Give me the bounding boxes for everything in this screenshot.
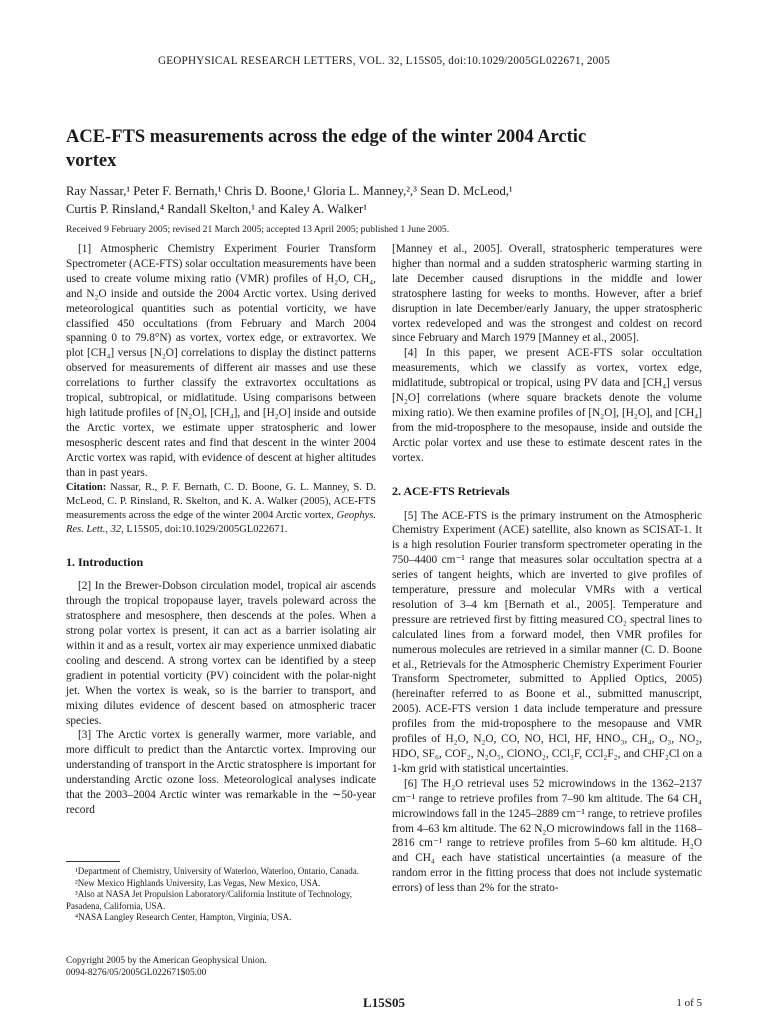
abstract-paragraph: [1] Atmospheric Chemistry Experiment Fourier Transform Spectrometer (ACE-FTS) solar occultation measurements have been used to create volume mixing ratio (VMR) profiles of H₂O, CH₄, and N₂O inside and outside the 2004 Arctic vortex. Using derived meteorological quantities such as potential vorticity, we have classified 450 occultations (from February and March 2004 spanning 0 to 79.8°N) as vortex, vortex edge, or extravortex. We plot [CH₄] versus [N₂O] correlations to display the distinct patterns observed for measurements of different air masses and use these correlations to further classify the extravortex occultations as tropical, subtropical, or midlatitude. Using comparisons between high latitude profiles of [N₂O], [CH₄], and [H₂O] inside and outside the Arctic vortex, we estimate upper stratospheric and lower mesospheric descent rates and find that descent in the winter 2004 Arctic vortex was rapid, with evidence of descent at higher altitudes than in past years. <box>66 243 376 479</box>
citation-label: Citation: <box>66 481 107 493</box>
publication-dates: Received 9 February 2005; revised 21 March 2005; accepted 13 April 2005; published 1 June 2005. <box>66 224 450 235</box>
intro-paragraph-3: [3] The Arctic vortex is generally warmer, more variable, and more difficult to predict than the Antarctic vortex. Improving our understanding of transport in the Arctic stratosphere is important for understanding Arctic ozone loss. Meteorological analyses indicate that the 2003–2004 Arctic winter was remarkable in the ∼50-year record <box>66 729 376 816</box>
journal-header: GEOPHYSICAL RESEARCH LETTERS, VOL. 32, L15S05, doi:10.1029/2005GL022671, 2005 <box>157 55 611 67</box>
affiliation-footnotes <box>66 861 376 924</box>
section-heading-introduction: 1. Introduction <box>66 554 144 569</box>
citation <box>66 481 376 537</box>
intro-paragraph-4: [4] In this paper, we present ACE-FTS solar occultation measurements, which we classify as vortex, vortex edge, midlatitude, subtropical or tropical, using PV data and [CH₄] versus [N₂O] correlations (where square brackets denote the volume mixing ratio). We then examine profiles of [N₂O], [H₂O], and [CH₄] from the mid-troposphere to the mesopause, inside and outside the Arctic polar vortex and use these to estimate descent rates in the vortex. <box>392 347 702 464</box>
retrievals-paragraph-6: [6] The H₂O retrieval uses 52 microwindows in the 1362–2137 cm⁻¹ range to retrieve profiles from 7–90 km altitude. The 64 CH₄ microwindows fall in the 1245–2889 cm⁻¹ range, to retrieve profiles from 4–63 km altitude. The 62 N₂O microwindows fall in the 1168–2816 cm⁻¹ range to retrieve profiles from 5–60 km altitude. H₂O and CH₄ each have statistical uncertainties (a measure of the random error in the fitting process that does not include systematic errors) of less than 2% for the strato- <box>392 777 702 895</box>
authors-line-1: Ray Nassar,¹ Peter F. Bernath,¹ Chris D. Boone,¹ Gloria L. Manney,²,³ Sean D. McLeod,¹ <box>66 184 513 198</box>
footnote-4: ⁴NASA Langley Research Center, Hampton, Virginia, USA. <box>75 912 292 923</box>
copyright-notice <box>66 955 376 979</box>
page-number: 1 of 5 <box>676 997 702 1009</box>
footnote-1: ¹Department of Chemistry, University of Waterloo, Waterloo, Ontario, Canada. <box>75 866 360 876</box>
citation-end: L15S05, doi:10.1029/2005GL022671. <box>126 523 288 535</box>
citation-journal: Geophys. Res. Lett., 32, <box>66 509 376 535</box>
paper-title: ACE-FTS measurements across the edge of the winter 2004 Arctic vortex <box>66 127 587 171</box>
intro-continuation: [Manney et al., 2005]. Overall, stratospheric temperatures were higher than normal and a sudden stratospheric warming starting in late December caused disruptions in the middle and lower stratosphere lasting for weeks to months. However, after a brief disruption in late December/early January, the upper stratospheric vortex redeveloped and was the strongest and coldest on record since February and March 1979 [Manney et al., 2005]. <box>392 243 702 345</box>
copyright-line: Copyright 2005 by the American Geophysical Union. <box>66 956 267 966</box>
right-column <box>392 242 702 896</box>
citation-text: Nassar, R., P. F. Bernath, C. D. Boone, G. L. Manney, S. D. McLeod, C. P. Rinsland, R. Skelton, and K. A. Walker (2005), ACE-FTS measurements across the edge of the winter 2004 Arctic vortex, <box>66 481 376 521</box>
left-column <box>66 242 376 818</box>
footnote-3: ³Also at NASA Jet Propulsion Laboratory/California Institute of Technology, Pasadena, California, USA. <box>66 889 353 911</box>
footnote-divider <box>66 861 120 862</box>
authors-line-2: Curtis P. Rinsland,⁴ Randall Skelton,¹ and Kaley A. Walker¹ <box>66 202 368 216</box>
intro-paragraph-2: [2] In the Brewer-Dobson circulation model, tropical air ascends through the tropical tropopause layer, travels poleward across the stratosphere and mesosphere, then descends at the poles. When a strong polar vortex is present, it can act as a barrier isolating air within it and as a result, vortex air may experience unmixed diabatic cooling and descend. A strong vortex can be identified by a steep gradient in potential vorticity (PV) coincident with the polar-night jet. When the vortex is weak, so is the barrier to transport, and mixing dilutes evidence of descent based on atmospheric tracer species. <box>66 580 376 727</box>
retrievals-paragraph-5: [5] The ACE-FTS is the primary instrument on the Atmospheric Chemistry Experiment (ACE) satellite, also known as SCISAT-1. It is a high resolution Fourier transform spectrometer operating in the 750–4400 cm⁻¹ range that measures solar occultation spectra at a series of tangent heights, which are inverted to give profiles of temperature, pressure and molecular VMRs with a vertical resolution of 3–4 km [Bernath et al., 2005]. Temperature and pressure are retrieved first by fitting measured CO₂ spectral lines to calculated lines from a forward model, then VMR profiles for numerous molecules are retrieved in a similar manner (C. D. Boone et al., Retrievals for the Atmospheric Chemistry Experiment Fourier Transform Spectrometer, submitted to Applied Optics, 2005) (hereinafter referred to as Boone et al., submitted manuscript, 2005). ACE-FTS version 1 data include temperature and pressure profiles from the mid-troposphere to the mesopause and VMR profiles of H₂O, N₂O, CO, NO, HCl, HF, HNO₃, CH₄, O₃, NO₂, HDO, SF₆, COF₂, N₂O₅, ClONO₂, CCl₃F, CCl₂F₂, and CHF₂Cl on a 1-km grid with statistical uncertainties. <box>392 509 702 775</box>
issn-line: 0094-8276/05/2005GL022671$05.00 <box>66 968 207 978</box>
article-id-footer: L15S05 <box>363 995 405 1010</box>
section-heading-retrievals: 2. ACE-FTS Retrievals <box>392 483 510 498</box>
footnote-2: ²New Mexico Highlands University, Las Vegas, New Mexico, USA. <box>75 877 321 888</box>
author-list <box>66 182 706 218</box>
